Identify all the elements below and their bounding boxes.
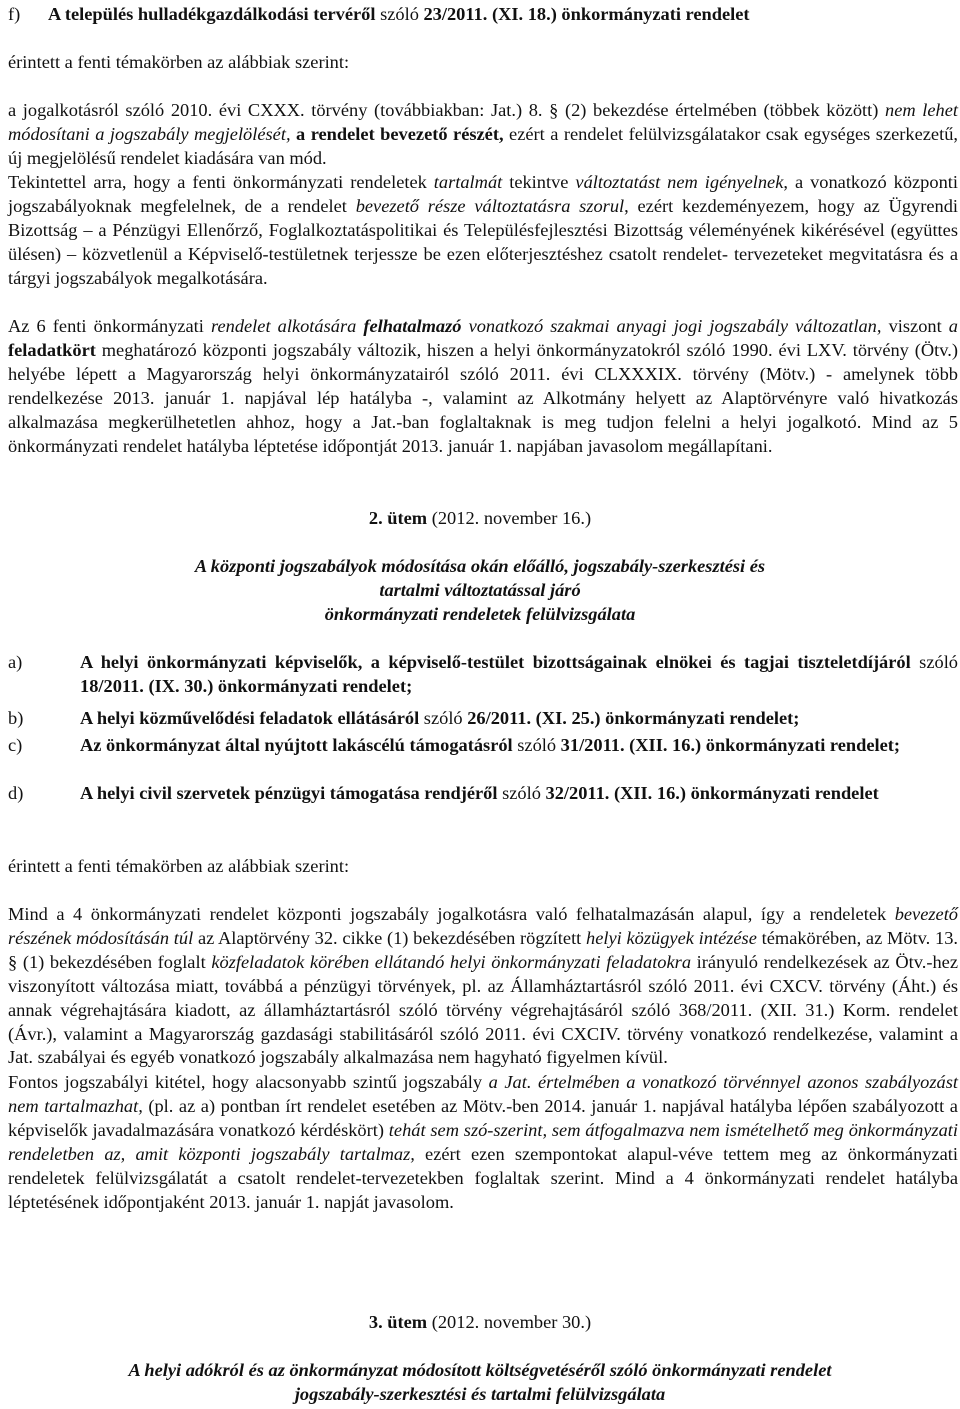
item-title: A helyi önkormányzati képviselők, a képviselő-testület bizottságainak elnökei és tagjai tiszteletdíjáról xyxy=(80,652,911,672)
item-regulation: 26/2011. (XI. 25.) önkormányzati rendelet; xyxy=(467,708,800,728)
section-title-line: A helyi adókról és az önkormányzat módosított költségvetéséről szóló önkormányzati rendelet xyxy=(128,1360,832,1380)
list-item xyxy=(8,782,958,830)
text-run: szóló xyxy=(497,783,546,803)
text-run: szóló xyxy=(419,708,468,728)
italic-run: közfeladatok körében ellátandó helyi önkormányzati feladatokra xyxy=(211,951,692,972)
paragraph-mandate xyxy=(8,903,958,1070)
stage-date: (2012. november 16.) xyxy=(427,508,592,528)
text-run: irányuló rendelkezések az Ötv.-hez viszonyított változása miatt, továbbá a pénzügyi törvények, pl. az Államháztartásról szóló 2011. évi CXCV. törvény (Áht.) és annak végrehajtására kiadott, az államháztartásról szóló törvény végrehajtásáról szóló 368/2011. (XII. 31.) Korm. rendelet (Ávr.), valamint a Magyarország gazdasági stabilitásáról szóló 2011. évi CXCIV. törvény vonatkozó rendelkezése, valamint a Jat. szabályai és egyéb vonatkozó jogszabály alkalmazása nem hagyható figyelmen kívül. xyxy=(8,951,958,1068)
text-run: (2) bekezdése értelmében (többek között) xyxy=(558,100,885,120)
text-run: Az 6 fenti önkormányzati xyxy=(8,316,211,336)
text-run: ezért a rendelet felülvizsgálatakor csak egységes szerkezetű, új megjelölésű rendelet kiadására van mód. xyxy=(8,123,958,168)
list-marker: b) xyxy=(8,708,24,728)
paragraph-legal-clause xyxy=(8,1071,958,1214)
stage-date: (2012. november 30.) xyxy=(427,1312,592,1332)
italic-run: bevezető része változtatásra szorul xyxy=(355,195,625,216)
list-item xyxy=(8,707,958,731)
section-f-connector: szóló xyxy=(375,4,424,24)
italic-run: bevezető részének módosításán túl xyxy=(8,904,958,948)
italic-run: változtatást nem igényelnek xyxy=(575,172,784,192)
text-run: szóló xyxy=(512,735,561,755)
italic-run: helyi közügyek intézése xyxy=(586,927,757,948)
section-sign: § xyxy=(8,951,18,972)
text-run: tekintve xyxy=(502,172,576,192)
item-regulation: 32/2011. (XII. 16.) önkormányzati rendelet xyxy=(545,783,879,803)
bold-italic-run: felhatalmazó xyxy=(356,316,462,336)
paragraph-jat xyxy=(8,99,958,171)
text-run: , a vonatkozó központi jogszabályoknak megfelelnek, de a rendelet xyxy=(8,172,958,216)
list-marker: d) xyxy=(8,783,24,803)
section-f-heading xyxy=(8,3,958,27)
section-title-line: A központi jogszabályok módosítása okán előálló, jogszabály-szerkesztési és xyxy=(194,556,766,576)
italic-run: a Jat. értelmében a vonatkozó törvénnyel azonos szabályozást nem tartalmazhat, xyxy=(8,1072,958,1116)
bold-run: a rendelet bevezető részét, xyxy=(290,123,504,144)
section-f-regulation: 23/2011. (XI. 18.) önkormányzati rendelet xyxy=(423,4,750,24)
item-regulation: 18/2011. (IX. 30.) önkormányzati rendelet; xyxy=(80,675,413,696)
text-run: Tekintettel arra, hogy a fenti önkormányzati rendeletek xyxy=(8,172,434,192)
italic-run: tartalmát xyxy=(433,172,503,192)
list-marker: c) xyxy=(8,735,23,755)
section-title-line: önkormányzati rendeletek felülvizsgálata xyxy=(324,603,636,624)
section-2-title xyxy=(0,555,960,627)
italic-run: rendelet alkotására xyxy=(210,316,357,336)
text-run: szóló xyxy=(910,652,958,672)
text-run: , ezért kezdeményezem, hogy az Ügyrendi Bizottság – a Pénzügyi Ellenőrző, Foglalkoztatáspolitikai és Településfejlesztési Bizottság véleményének kikérésével (együttes ülésen) – közvetlenül a Képviselő-testületnek terjessze be ezen előterjesztéshez csatolt rendelet- tervezeteket megvitatásra és a tárgyi jogszabályok megalkotására. xyxy=(8,195,959,288)
text-run: viszont xyxy=(881,316,949,336)
text-run: Fontos jogszabályi kitétel, hogy alacsonyabb szintű jogszabály xyxy=(8,1072,489,1092)
paragraph-authorization xyxy=(8,315,958,458)
section-3-title xyxy=(0,1359,960,1407)
item-title: Az önkormányzat által nyújtott lakáscélú támogatásról xyxy=(80,735,513,755)
text-run: az Alaptörvény 32. cikke (1) bekezdésében rögzített xyxy=(193,927,587,948)
list-marker: a) xyxy=(8,652,23,672)
item-title: A helyi közművelődési feladatok ellátásáról xyxy=(80,708,420,728)
text-run: Mind a 4 önkormányzati rendelet központi jogszabály jogalkotásra való felhatalmazásán alapul, így a rendeletek xyxy=(8,904,895,924)
paragraph-initiative xyxy=(8,171,958,291)
section-f-marker: f) xyxy=(8,4,21,24)
text-run: a jogalkotásról szóló 2010. évi CXXX. törvény (továbbiakban: Jat.) 8. xyxy=(8,100,550,120)
text-run: (pl. az a) pontban írt rendelet esetében az Mötv.-ben 2014. január 1. napjával hatályba lépően szabályozott a képviselők javadalmazására vonatkozó kérdéskört) xyxy=(8,1095,958,1140)
affected-intro-1: érintett a fenti témakörben az alábbiak szerint: xyxy=(8,52,350,72)
text-run: (1) bekezdésében foglalt xyxy=(17,951,212,972)
list-item xyxy=(8,651,958,699)
text-run: meghatározó központi jogszabály változik, hiszen a helyi önkormányzatokról szóló 1990. évi LXV. törvény (Ötv.) helyébe lépett a Magyarország helyi önkormányzatairól szóló 2011. évi CLXXXIX. törvény (Mötv.) - amelynek több rendelkezése 2013. január 1. napjával lép hatályba -, valamint az Alkotmány helyett az Alaptörvényre való hivatkozás alkalmazása megkerülhetetlen ahhoz, hogy a Jat.-ban foglaltaknak is meg tudjon felelni a helyi jogalkotó. Mind az 5 önkormányzati rendelet hatályba léptetése időpontját 2013. január 1. napjában javasolom megállapítani. xyxy=(8,339,958,456)
italic-run: a xyxy=(948,316,958,336)
stage-3-heading xyxy=(0,1311,960,1335)
section-f-title: A település hulladékgazdálkodási tervéről xyxy=(48,4,376,24)
bold-run: feladatkört xyxy=(8,339,96,360)
text-run: témakörében, az Mötv. 13. xyxy=(756,927,958,948)
section-sign: § xyxy=(549,100,559,120)
italic-run: vonatkozó szakmai anyagi jogi jogszabály változatlan, xyxy=(461,316,882,336)
text-run: ezért ezen szempontokat alapul-véve tettem meg az önkormányzati rendeletek felülvizsgálatát a csatolt rendelet-tervezetekben foglaltak szerint. Mind a 4 önkormányzati rendelet hatályba léptetésének időpontjaként 2013. január 1. napját javasolom. xyxy=(8,1143,958,1212)
italic-run: nem lehet módosítani a jogszabály megjelölését, xyxy=(8,100,958,144)
affected-intro-2: érintett a fenti témakörben az alábbiak szerint: xyxy=(8,856,350,876)
section-title-line: jogszabály-szerkesztési és tartalmi felülvizsgálata xyxy=(294,1383,666,1404)
item-regulation: 31/2011. (XII. 16.) önkormányzati rendelet; xyxy=(560,735,901,755)
section-title-line: tartalmi változtatással járó xyxy=(379,579,581,600)
list-item xyxy=(8,734,958,782)
stage-number: 2. ütem xyxy=(368,508,428,528)
stage-number: 3. ütem xyxy=(368,1312,428,1332)
italic-run: tehát sem szó-szerint, sem átfogalmazva nem ismételhető meg önkormányzati rendeletben az, amit központi jogszabály tartalmaz, xyxy=(8,1119,959,1164)
stage-2-heading xyxy=(0,507,960,531)
item-title: A helyi civil szervetek pénzügyi támogatása rendjéről xyxy=(80,783,498,803)
